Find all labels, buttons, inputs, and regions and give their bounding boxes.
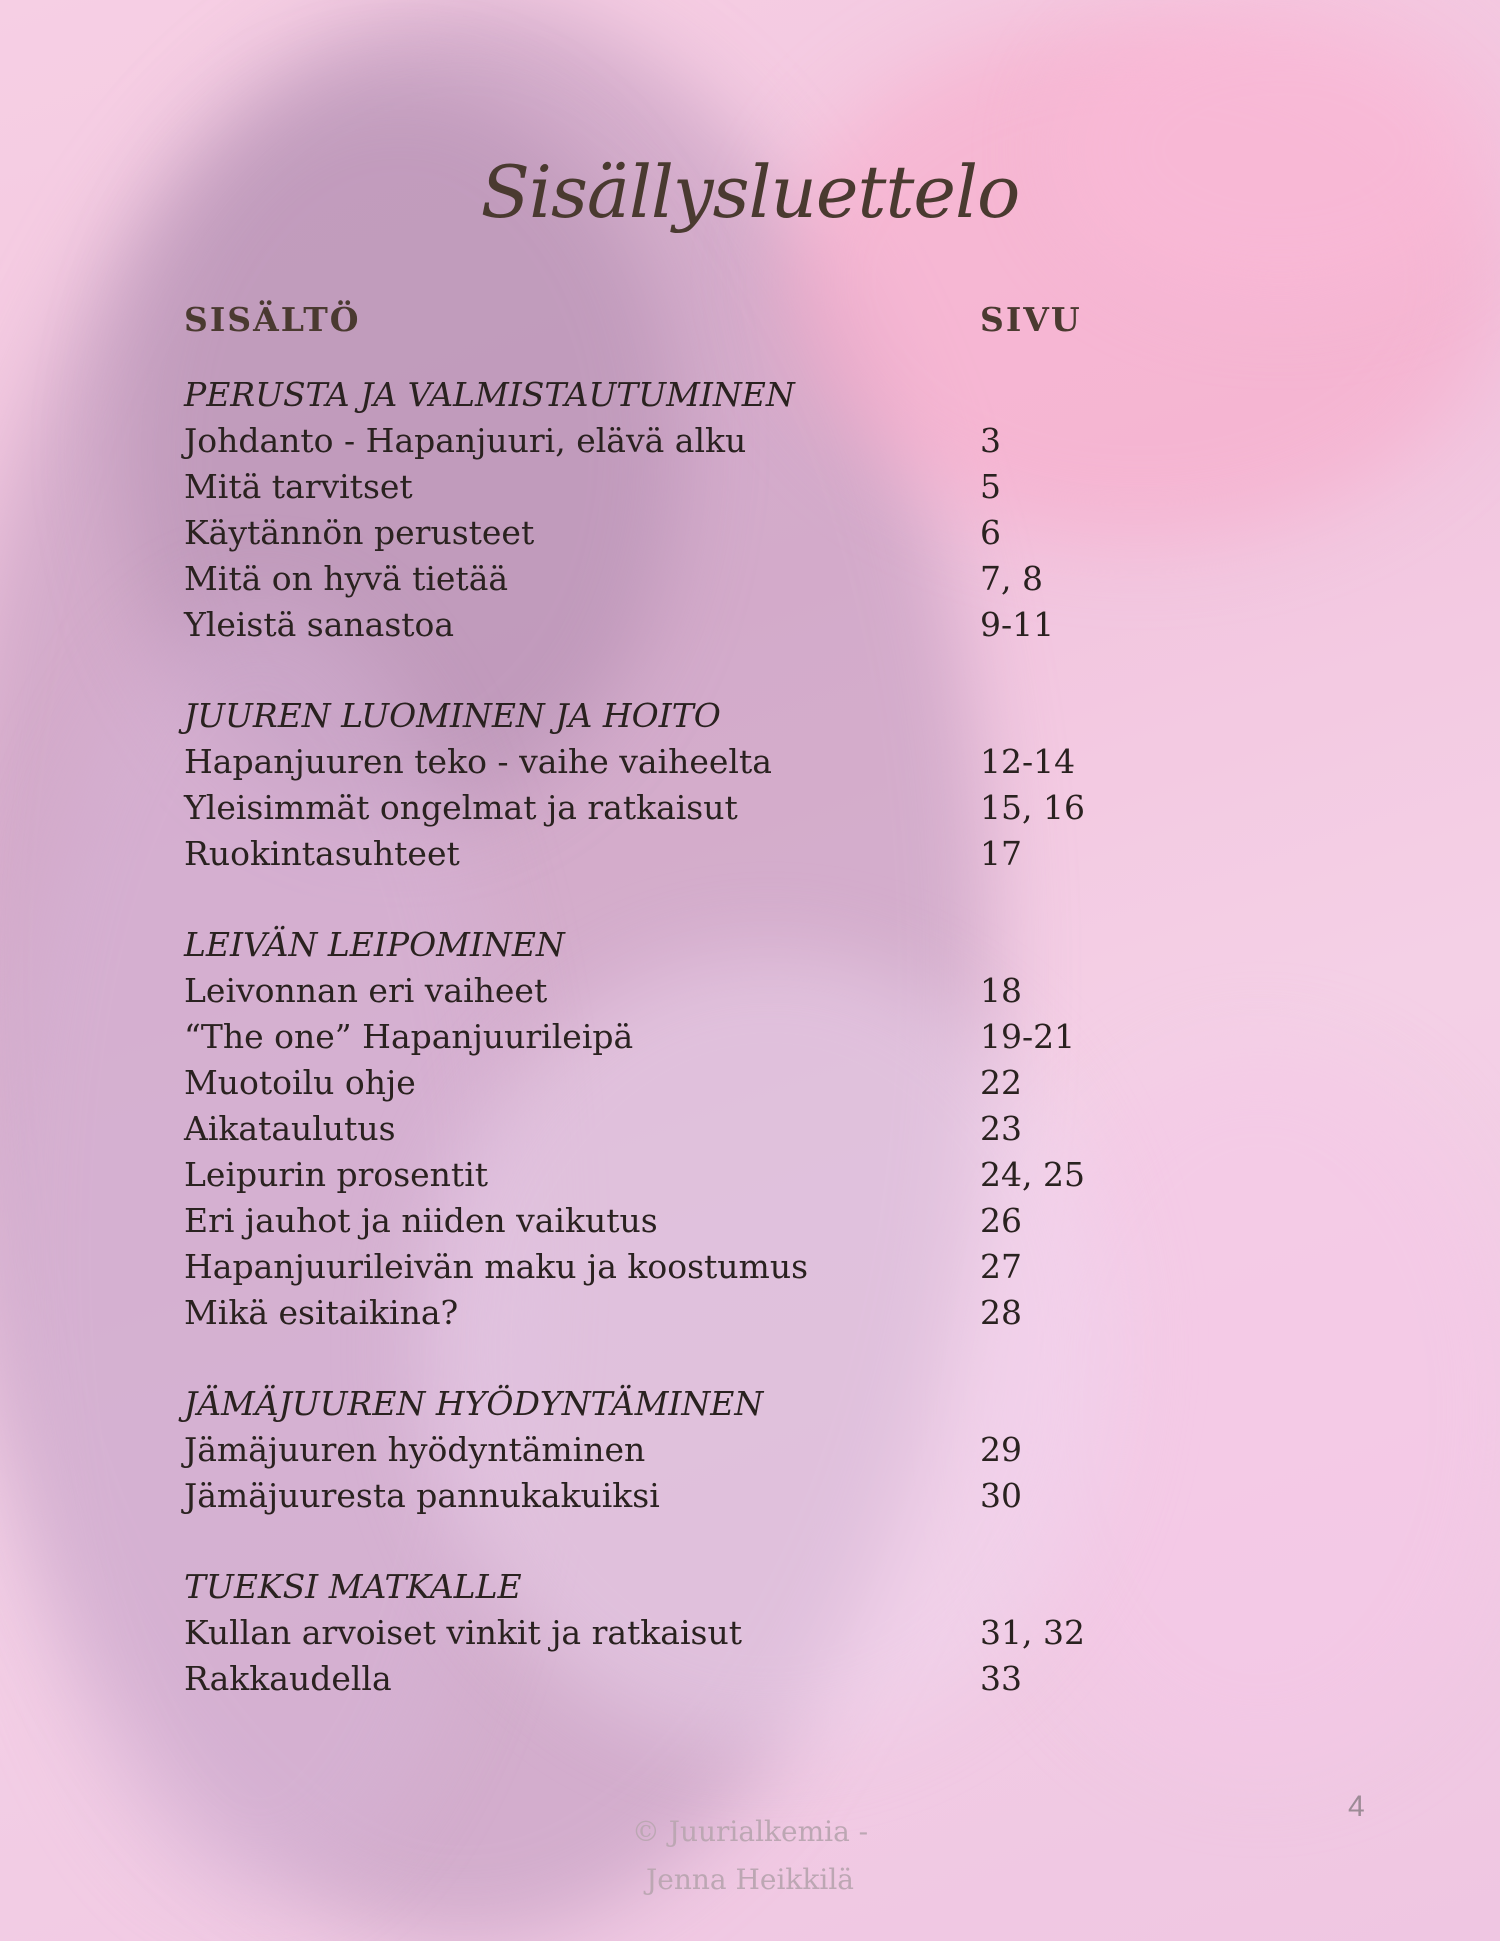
toc-entry[interactable] [184, 831, 1184, 877]
entry-label: Mikä esitaikina? [184, 1293, 459, 1332]
toc-entry[interactable] [184, 602, 1184, 648]
entry-label: “The one” Hapanjuurileipä [184, 1017, 634, 1056]
entry-label: Johdanto - Hapanjuuri, elävä alku [184, 421, 747, 460]
toc-entry[interactable] [184, 1290, 1184, 1336]
entry-label: Jämäjuuresta pannukakuiksi [184, 1476, 660, 1515]
toc-entry[interactable] [184, 1656, 1184, 1702]
entry-label: Yleistä sanastoa [184, 605, 455, 644]
toc-section [184, 922, 1184, 1336]
entry-label: Mitä tarvitset [184, 467, 413, 506]
page-number: 4 [1348, 1790, 1365, 1823]
toc-entry[interactable] [184, 1473, 1184, 1519]
toc-entry[interactable] [184, 1152, 1184, 1198]
toc-entry[interactable] [184, 968, 1184, 1014]
entry-page: 7, 8 [980, 559, 1043, 598]
entry-page: 9-11 [980, 605, 1055, 644]
toc-entry[interactable] [184, 510, 1184, 556]
entry-label: Rakkaudella [184, 1659, 392, 1698]
toc-entry[interactable] [184, 1244, 1184, 1290]
entry-label: Ruokintasuhteet [184, 834, 460, 873]
copyright-footer [0, 1808, 1500, 1904]
table-of-contents [184, 372, 1184, 1747]
section-title: JUUREN LUOMINEN JA HOITO [184, 696, 721, 735]
entry-label: Kullan arvoiset vinkit ja ratkaisut [184, 1613, 742, 1652]
entry-page: 3 [980, 421, 1001, 460]
entry-page: 29 [980, 1430, 1022, 1469]
toc-entry[interactable] [184, 1014, 1184, 1060]
entry-label: Jämäjuuren hyödyntäminen [184, 1430, 646, 1469]
toc-entry[interactable] [184, 1060, 1184, 1106]
section-title: PERUSTA JA VALMISTAUTUMINEN [184, 375, 795, 414]
entry-page: 22 [980, 1063, 1022, 1102]
toc-section [184, 372, 1184, 648]
entry-label: Yleisimmät ongelmat ja ratkaisut [184, 788, 738, 827]
entry-label: Aikataulutus [184, 1109, 396, 1148]
section-title: TUEKSI MATKALLE [184, 1567, 522, 1606]
entry-page: 31, 32 [980, 1613, 1085, 1652]
entry-page: 30 [980, 1476, 1022, 1515]
toc-section [184, 1381, 1184, 1519]
entry-label: Leipurin prosentit [184, 1155, 489, 1194]
entry-page: 28 [980, 1293, 1022, 1332]
entry-label: Muotoilu ohje [184, 1063, 416, 1102]
entry-page: 12-14 [980, 742, 1076, 781]
toc-section [184, 693, 1184, 877]
entry-page: 24, 25 [980, 1155, 1085, 1194]
footer-line-2: Jenna Heikkilä [646, 1863, 854, 1896]
toc-entry[interactable] [184, 739, 1184, 785]
toc-entry[interactable] [184, 785, 1184, 831]
entry-page: 18 [980, 971, 1022, 1010]
toc-entry[interactable] [184, 556, 1184, 602]
entry-label: Mitä on hyvä tietää [184, 559, 509, 598]
footer-line-1: © Juurialkemia - [631, 1815, 869, 1848]
entry-label: Käytännön perusteet [184, 513, 535, 552]
entry-page: 17 [980, 834, 1022, 873]
entry-page: 33 [980, 1659, 1022, 1698]
column-header-page: SIVU [980, 300, 1082, 339]
entry-page: 6 [980, 513, 1001, 552]
page-title: Sisällysluettelo [480, 150, 1020, 234]
toc-entry[interactable] [184, 1427, 1184, 1473]
entry-page: 5 [980, 467, 1001, 506]
entry-page: 15, 16 [980, 788, 1085, 827]
section-title: JÄMÄJUUREN HYÖDYNTÄMINEN [184, 1384, 764, 1423]
toc-entry[interactable] [184, 1106, 1184, 1152]
toc-entry[interactable] [184, 464, 1184, 510]
entry-page: 23 [980, 1109, 1022, 1148]
toc-section [184, 1564, 1184, 1702]
toc-entry[interactable] [184, 1610, 1184, 1656]
entry-label: Eri jauhot ja niiden vaikutus [184, 1201, 658, 1240]
section-title: LEIVÄN LEIPOMINEN [184, 925, 565, 964]
entry-page: 27 [980, 1247, 1022, 1286]
entry-page: 19-21 [980, 1017, 1076, 1056]
entry-page: 26 [980, 1201, 1022, 1240]
entry-label: Hapanjuuren teko - vaihe vaiheelta [184, 742, 772, 781]
entry-label: Hapanjuurileivän maku ja koostumus [184, 1247, 809, 1286]
toc-entry[interactable] [184, 418, 1184, 464]
column-header-content: SISÄLTÖ [184, 300, 361, 339]
toc-entry[interactable] [184, 1198, 1184, 1244]
entry-label: Leivonnan eri vaiheet [184, 971, 548, 1010]
